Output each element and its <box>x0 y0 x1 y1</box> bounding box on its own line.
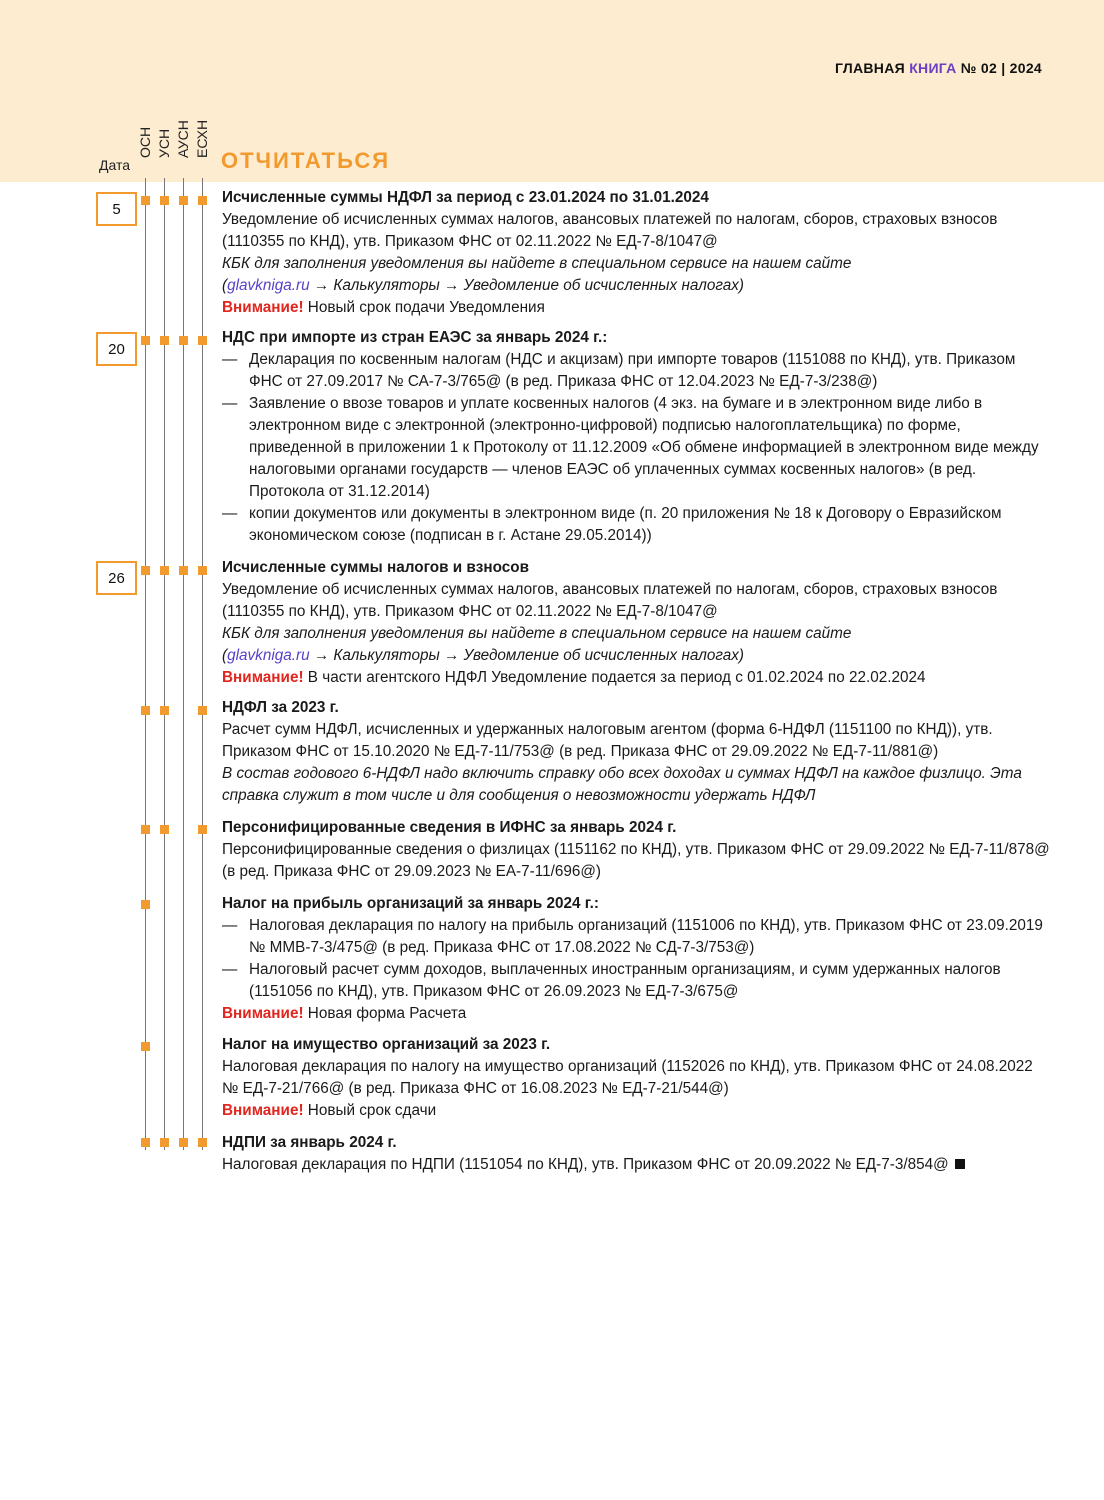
column-header-ausn: АУСН <box>175 120 191 158</box>
marker-osn <box>141 196 150 205</box>
entry-body: Уведомление об исчисленных суммах налогов, авансовых платежей по налогам, сборов, страховых взносов (1110355 по КНД), утв. Приказом ФНС от 02.11.2022 № ЕД-7-8/1047@ <box>222 211 998 250</box>
entry-list-item: — Декларация по косвенным налогам (НДС и акцизам) при импорте товаров (1151088 по КНД), утв. Приказом ФНС от 27.09.2017 № СА-7-3/765@ (в ред. Приказа ФНС от 12.04.2023 № ЕД-7-3/238@) <box>222 349 1052 393</box>
entry-body: Расчет сумм НДФЛ, исчисленных и удержанных налоговым агентом (форма 6-НДФЛ (1151100 по КНД)), утв. Приказом ФНС от 15.10.2020 № ЕД-7-11/753@ (в ред. Приказа ФНС от 29.09.2022 № ЕД-7-11/881@) <box>222 721 993 760</box>
site-link[interactable]: glavkniga.ru <box>227 277 310 294</box>
marker-osn <box>141 336 150 345</box>
marker-osn <box>141 825 150 834</box>
marker-osn <box>141 900 150 909</box>
entry-title: Персонифицированные сведения в ИФНС за январь 2024 г. <box>222 819 677 836</box>
marker-eskhn <box>198 825 207 834</box>
entry-body: Уведомление об исчисленных суммах налогов, авансовых платежей по налогам, сборов, страховых взносов (1110355 по КНД), утв. Приказом ФНС от 02.11.2022 № ЕД-7-8/1047@ <box>222 581 998 620</box>
site-link[interactable]: glavkniga.ru <box>227 647 310 664</box>
marker-osn <box>141 1042 150 1051</box>
column-header-eskhn: ЕСХН <box>194 119 210 158</box>
report-entry-profit-tax <box>222 893 1052 1025</box>
column-line-ausn <box>183 178 184 1150</box>
marker-eskhn <box>198 196 207 205</box>
entry-body: Налоговая декларация по налогу на имущество организаций (1152026 по КНД), утв. Приказом ФНС от 24.08.2022 № ЕД-7-21/766@ (в ред. Приказа ФНС от 16.08.2023 № ЕД-7-21/544@) <box>222 1058 1033 1097</box>
entry-note: КБК для заполнения уведомления вы найдете в специальном сервисе на нашем сайте (glavkniga.ru → Калькуляторы → Уведомление об исчисленных налогах) <box>222 625 852 664</box>
marker-eskhn <box>198 1138 207 1147</box>
entry-title: НДФЛ за 2023 г. <box>222 699 339 716</box>
magazine-name: ГЛАВНАЯ <box>834 60 905 76</box>
report-entry-vat-import <box>222 327 1052 547</box>
entry-warning: Внимание! Новый срок подачи Уведомления <box>222 299 545 316</box>
date-column-header: Дата <box>99 157 131 173</box>
entry-title: Исчисленные суммы налогов и взносов <box>222 559 530 576</box>
report-entry-mineral-tax <box>222 1132 1052 1176</box>
marker-usn <box>160 825 169 834</box>
end-mark-icon <box>955 1159 965 1169</box>
column-line-eskhn <box>202 178 203 1150</box>
entry-warning: Внимание! Новый срок сдачи <box>222 1102 437 1119</box>
date-box: 26 <box>96 561 137 595</box>
entry-title: НДС при импорте из стран ЕАЭС за январь 2024 г.: <box>222 329 608 346</box>
report-entry-6ndfl <box>222 697 1052 807</box>
entry-list-item: — копии документов или документы в электронном виде (п. 20 приложения № 18 к Договору о Евразийском экономическом союзе (подписан в г. Астане 29.05.2014)) <box>222 503 1052 547</box>
column-header-usn: УСН <box>156 128 172 158</box>
entry-title: НДПИ за январь 2024 г. <box>222 1134 397 1151</box>
marker-usn <box>160 1138 169 1147</box>
marker-usn <box>160 566 169 575</box>
entry-title: Исчисленные суммы НДФЛ за период с 23.01.2024 по 31.01.2024 <box>222 189 709 206</box>
marker-eskhn <box>198 336 207 345</box>
entry-title: Налог на имущество организаций за 2023 г. <box>222 1036 551 1053</box>
column-header-osn: ОСН <box>137 126 153 158</box>
entry-note: В состав годового 6-НДФЛ надо включить справку обо всех доходах и суммах НДФЛ на каждое физлицо. Эта справка служит в том числе и для сообщения о невозможности удержать НДФЛ <box>222 765 1022 804</box>
marker-ausn <box>179 336 188 345</box>
report-entry-tax-notice <box>222 557 1052 689</box>
date-box: 20 <box>96 332 137 366</box>
entry-list-item: — Налоговый расчет сумм доходов, выплаченных иностранным организациям, и сумм удержанных налогов (1151056 по КНД), утв. Приказом ФНС от 26.09.2023 № ЕД-7-3/675@ <box>222 959 1052 1003</box>
issue-number: № 02 | 2024 <box>960 60 1042 76</box>
date-box: 5 <box>96 192 137 226</box>
magazine-name-accent: КНИГА <box>909 60 957 76</box>
entry-list-item: — Заявление о ввозе товаров и уплате косвенных налогов (4 экз. на бумаге и в электронном виде либо в электронном виде с электронной (электронно-цифровой) подписью налогоплательщика) по форме, приведенной в приложении 1 к Протоколу от 11.12.2009 «Об обмене информацией в электронном виде между налоговыми органами государств — членов ЕАЭС об уплаченных суммах косвенных налогов» (в ред. Протокола от 31.12.2014) <box>222 393 1052 503</box>
column-line-usn <box>164 178 165 1150</box>
entry-warning: Внимание! Новая форма Расчета <box>222 1005 467 1022</box>
report-entry-property-tax <box>222 1034 1052 1122</box>
report-entry-ndfl-notice <box>222 187 1052 319</box>
entry-note: КБК для заполнения уведомления вы найдете в специальном сервисе на нашем сайте (glavkniga.ru → Калькуляторы → Уведомление об исчисленных налогах) <box>222 255 852 294</box>
marker-osn <box>141 566 150 575</box>
marker-ausn <box>179 196 188 205</box>
masthead <box>835 60 1042 76</box>
entry-body: Налоговая декларация по НДПИ (1151054 по КНД), утв. Приказом ФНС от 20.09.2022 № ЕД-7-3/854@ <box>222 1154 1052 1176</box>
report-entry-personal-data <box>222 817 1052 883</box>
marker-eskhn <box>198 566 207 575</box>
entry-list-item: — Налоговая декларация по налогу на прибыль организаций (1151006 по КНД), утв. Приказом ФНС от 23.09.2019 № ММВ-7-3/475@ (в ред. Приказа ФНС от 17.08.2022 № СД-7-3/753@) <box>222 915 1052 959</box>
marker-eskhn <box>198 706 207 715</box>
marker-ausn <box>179 1138 188 1147</box>
marker-ausn <box>179 566 188 575</box>
entry-title: Налог на прибыль организаций за январь 2024 г.: <box>222 895 599 912</box>
entry-warning: Внимание! В части агентского НДФЛ Уведомление подается за период с 01.02.2024 по 22.02.2024 <box>222 669 926 686</box>
marker-usn <box>160 196 169 205</box>
column-line-osn <box>145 178 146 1150</box>
entry-body: Персонифицированные сведения о физлицах (1151162 по КНД), утв. Приказом ФНС от 29.09.2022 № ЕД-7-11/878@ (в ред. Приказа ФНС от 29.09.2023 № ЕА-7-11/696@) <box>222 841 1050 880</box>
section-title: ОТЧИТАТЬСЯ <box>221 148 391 173</box>
marker-osn <box>141 1138 150 1147</box>
marker-usn <box>160 336 169 345</box>
marker-usn <box>160 706 169 715</box>
marker-osn <box>141 706 150 715</box>
